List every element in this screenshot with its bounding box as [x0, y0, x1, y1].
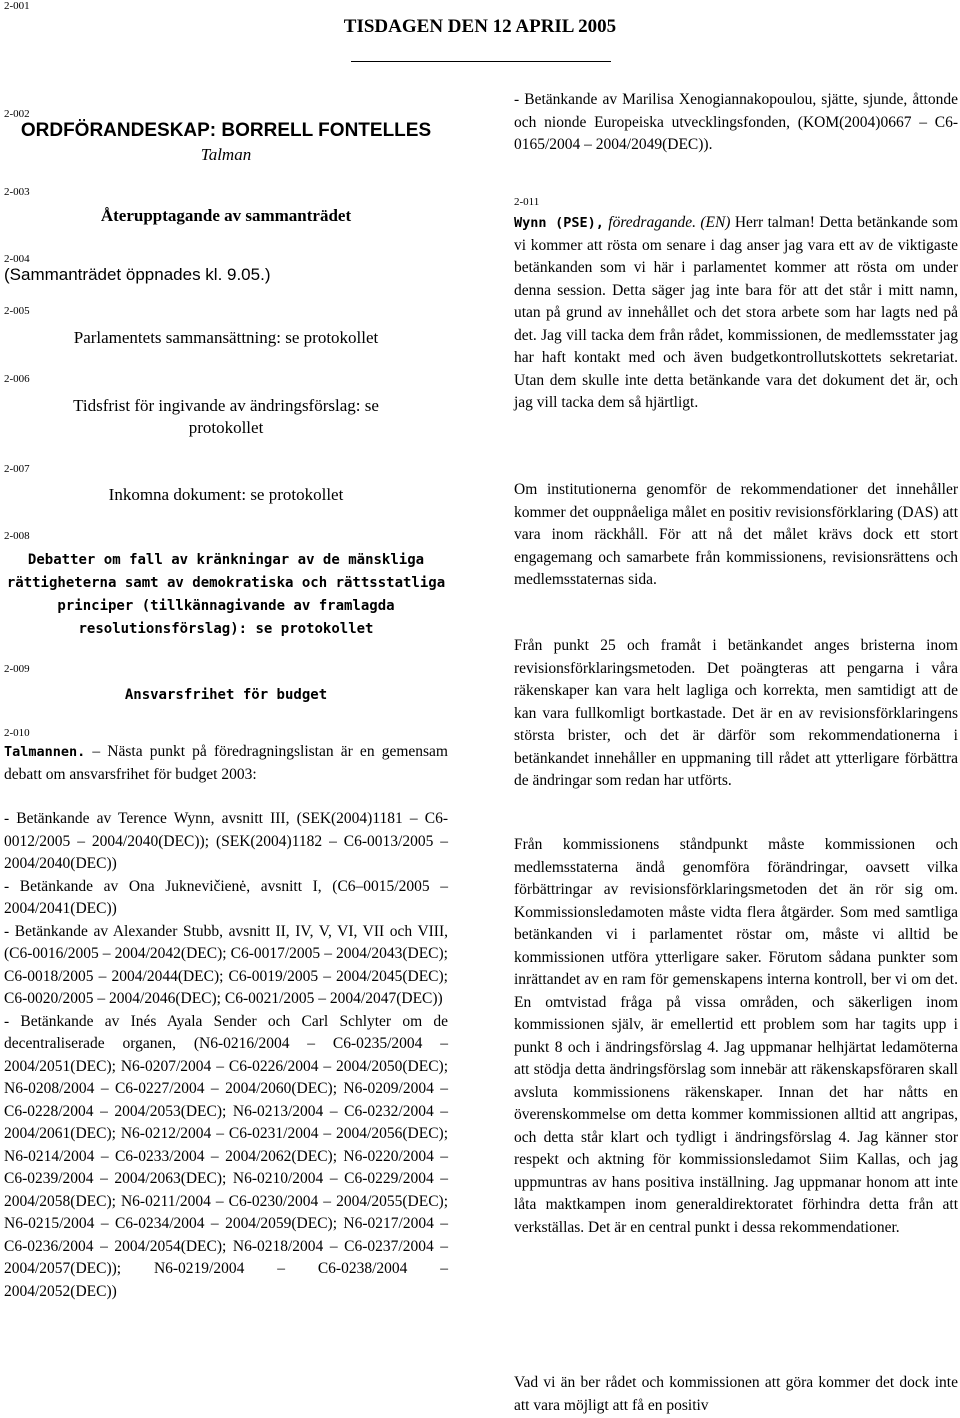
item-number: 2-008	[4, 530, 30, 542]
report-item: - Betänkande av Inés Ayala Sender och Carl Schlyter om de decentraliserade organen, (N6-0216/2004 – C6-0235/2004 – 2004/2051(DEC); N6-0207/2004 – C6-0226/2004 – 2004/2050(DEC); N6-0208/2004 – C6-0227/2004 – 2004/2060(DEC); N6-0209/2004 – C6-0228/2004 – 2004/2053(DEC); N6-0213/2004 – C6-0232/2004 – 2004/2061(DEC); N6-0212/2004 – C6-0231/2004 – 2004/2056(DEC); N6-0214/2004 – C6-0233/2004 – 2004/2062(DEC); N6-0220/2004 – C6-0239/2004 – 2004/2063(DEC); N6-0210/2004 – C6-0229/2004 – 2004/2058(DEC); N6-0211/2004 – C6-0230/2004 – 2004/2055(DEC); N6-0215/2004 – C6-0234/2004 – 2004/2059(DEC); N6-0217/2004 – C6-0236/2004 – 2004/2054(DEC); N6-0218/2004 – C6-0237/2004 – 2004/2057(DEC)); N6-0219/2004 – C6-0238/2004 – 2004/2052(DEC))	[4, 1012, 448, 1300]
debate-intro-text: – Nästa punkt på föredragningslistan är en gemensam debatt om ansvarsfrihet för budget 2003:	[4, 743, 448, 783]
speech-paragraph: Från kommissionens ståndpunkt måste kommissionen och medlemsstaterna ändå genomföra förändringar, oavsett vilka förbättringar av revisionsförklaringsmetoden det än rör sig om. Kommissionsledamoten måste vidta flera åtgärder. Som med samtliga betänkanden vi i parlamentet röstar om, måste vi alltid be kommissionen utföra ytterligare saker. Förutom sådana punkter som inrättandet av en ram för gemenskapens interna kontroll, ber vi om det. En omtvistad fråga på vissa områden, och säkerligen inom kommissionen själv, är emellertid ett problem som har tagits upp i punkt 8 och i ändringsförslag 4. Jag uppmanar helhjärtat ledamöterna att stödja detta ändringsförslag som innebär att räkenskapsföraren skall avsluta kommissionens räkenskaper. Innan det har nåtts en överenskommelse om detta kommer kommissionen alltid att angripas, och detta står klart och tydligt i ändringsförslag 4. Jag känner stor respekt och aktning för kommissionsledamot Siim Kallas, och jag uppmuntras av hans positiva inställning. Jag uppmanar honom att inte låta maktkampen inom generaldirektoratet förhindra detta från att verkställas. Det är en central punkt i dessa rekommendationer.	[514, 836, 958, 1236]
title-divider	[351, 61, 611, 62]
report-item-continued: - Betänkande av Marilisa Xenogiannakopoulou, sjätte, sjunde, åttonde och nionde Europeiska utvecklingsfonden, (KOM(2004)0667 – C6-0165/2004 – 2004/2049(DEC)).	[514, 91, 958, 153]
heading-line: rättigheterna samt av demokratiska och rättsstatliga	[6, 575, 446, 591]
item-number: 2-005	[4, 305, 30, 317]
speech-paragraph: Vad vi än ber rådet och kommissionen att göra kommer det dock inte att vara möjligt att få en positiv	[514, 1374, 958, 1414]
language-tag: (EN)	[695, 214, 731, 231]
presidency-subtitle: Talman	[200, 145, 252, 164]
report-item: - Betänkande av Alexander Stubb, avsnitt II, IV, V, VI, VII och VIII, (C6-0016/2005 – 2004/2042(DEC); C6-0017/2005 – 2004/2043(DEC); C6-0018/2005 – 2004/2044(DEC); C6-0019/2005 – 2004/2045(DEC); C6-0020/2005 – 2004/2046(DEC); C6-0021/2005 – 2004/2047(DEC))	[4, 922, 448, 1007]
item-number: 2-007	[4, 463, 30, 475]
item-number: 2-003	[4, 186, 30, 198]
section-heading-deadline-line2: protokollet	[188, 418, 264, 437]
heading-line: Debatter om fall av kränkningar av de mänskliga	[27, 552, 425, 568]
section-heading-resumption: Återupptagande av sammanträdet	[100, 206, 352, 225]
item-number: 2-002	[4, 108, 30, 120]
report-list	[4, 808, 448, 1303]
item-number: 2-006	[4, 373, 30, 385]
section-heading-discharge: Ansvarsfrihet för budget	[124, 687, 328, 703]
page-number: 2-001	[4, 0, 30, 12]
heading-line: principer (tillkännagivande av framlagda	[57, 598, 395, 614]
heading-line: resolutionsförslag): se protokollet	[78, 621, 374, 637]
item-number: 2-004	[4, 253, 30, 265]
item-number: 2-011	[514, 196, 540, 208]
presidency-title: ORDFÖRANDESKAP: BORRELL FONTELLES	[20, 120, 432, 141]
debate-intro	[4, 741, 448, 786]
speech-paragraph	[514, 212, 958, 415]
report-item: - Betänkande av Ona Juknevičienė, avsnitt I, (C6–0015/2005 – 2004/2041(DEC))	[4, 877, 448, 917]
section-heading-human-rights	[4, 549, 448, 641]
speaker-name: Wynn (PSE),	[514, 215, 604, 231]
opening-note: (Sammanträdet öppnades kl. 9.05.)	[4, 265, 271, 284]
item-number: 2-010	[4, 727, 30, 739]
section-heading-composition: Parlamentets sammansättning: se protokollet	[73, 328, 379, 347]
speech-paragraph: Från punkt 25 och framåt i betänkandet anges bristerna inom revisionsförklaringsmetoden. Det poängteras att pengarna i våra räkenskaper kan vara helt lagliga och korrekta, men samtidigt att de kan vara fullkomligt bortkastade. Det är en av revisionsförklaringens största brister, och det är därför som rekommendationerna i betänkandet innehåller en uppmaning till rådet att ytterligare förbättra de ändringar som redan har utförts.	[514, 637, 958, 789]
page-title: TISDAGEN DEN 12 APRIL 2005	[343, 16, 617, 37]
report-item: - Betänkande av Terence Wynn, avsnitt III, (SEK(2004)1181 – C6-0012/2005 – 2004/2040(DEC)); (SEK(2004)1182 – C6-0013/2005 – 2004/2040(DEC))	[4, 810, 448, 872]
section-heading-documents: Inkomna dokument: se protokollet	[108, 485, 344, 504]
speech-paragraph: Om institutionerna genomför de rekommendationer det innehåller kommer det ouppnåeliga målet en positiv revisionsförklaring (DAS) att vara inom räckhåll. För att nå det målet krävs dock ett stort engagemang och samarbete från kommissionens, revisionsrättens och medlemsstaternas sida.	[514, 481, 958, 588]
speech-text: Herr talman! Detta betänkande som vi kommer att rösta om senare i dag anser jag vara ett av de viktigaste betänkanden som vi här i parlamentet kommer att rösta om under denna session. Detta säger jag inte bara för att det står i mitt namn, utan på grund av innehållet och det stora arbete som har lagts ned på det. Jag vill tacka dem från rådet, kommissionen, de medlemsstater jag har haft kontakt med och även budgetkontrollutskottets sekretariat. Utan dem skulle inte detta betänkande vara det dokument det är, och jag vill tacka dem så hjärtligt.	[514, 214, 958, 411]
speaker-name: Talmannen.	[4, 744, 86, 760]
speaker-role: föredragande.	[603, 214, 696, 231]
section-heading-deadline-line1: Tidsfrist för ingivande av ändringsförslag: se	[73, 396, 379, 415]
item-number: 2-009	[4, 663, 30, 675]
